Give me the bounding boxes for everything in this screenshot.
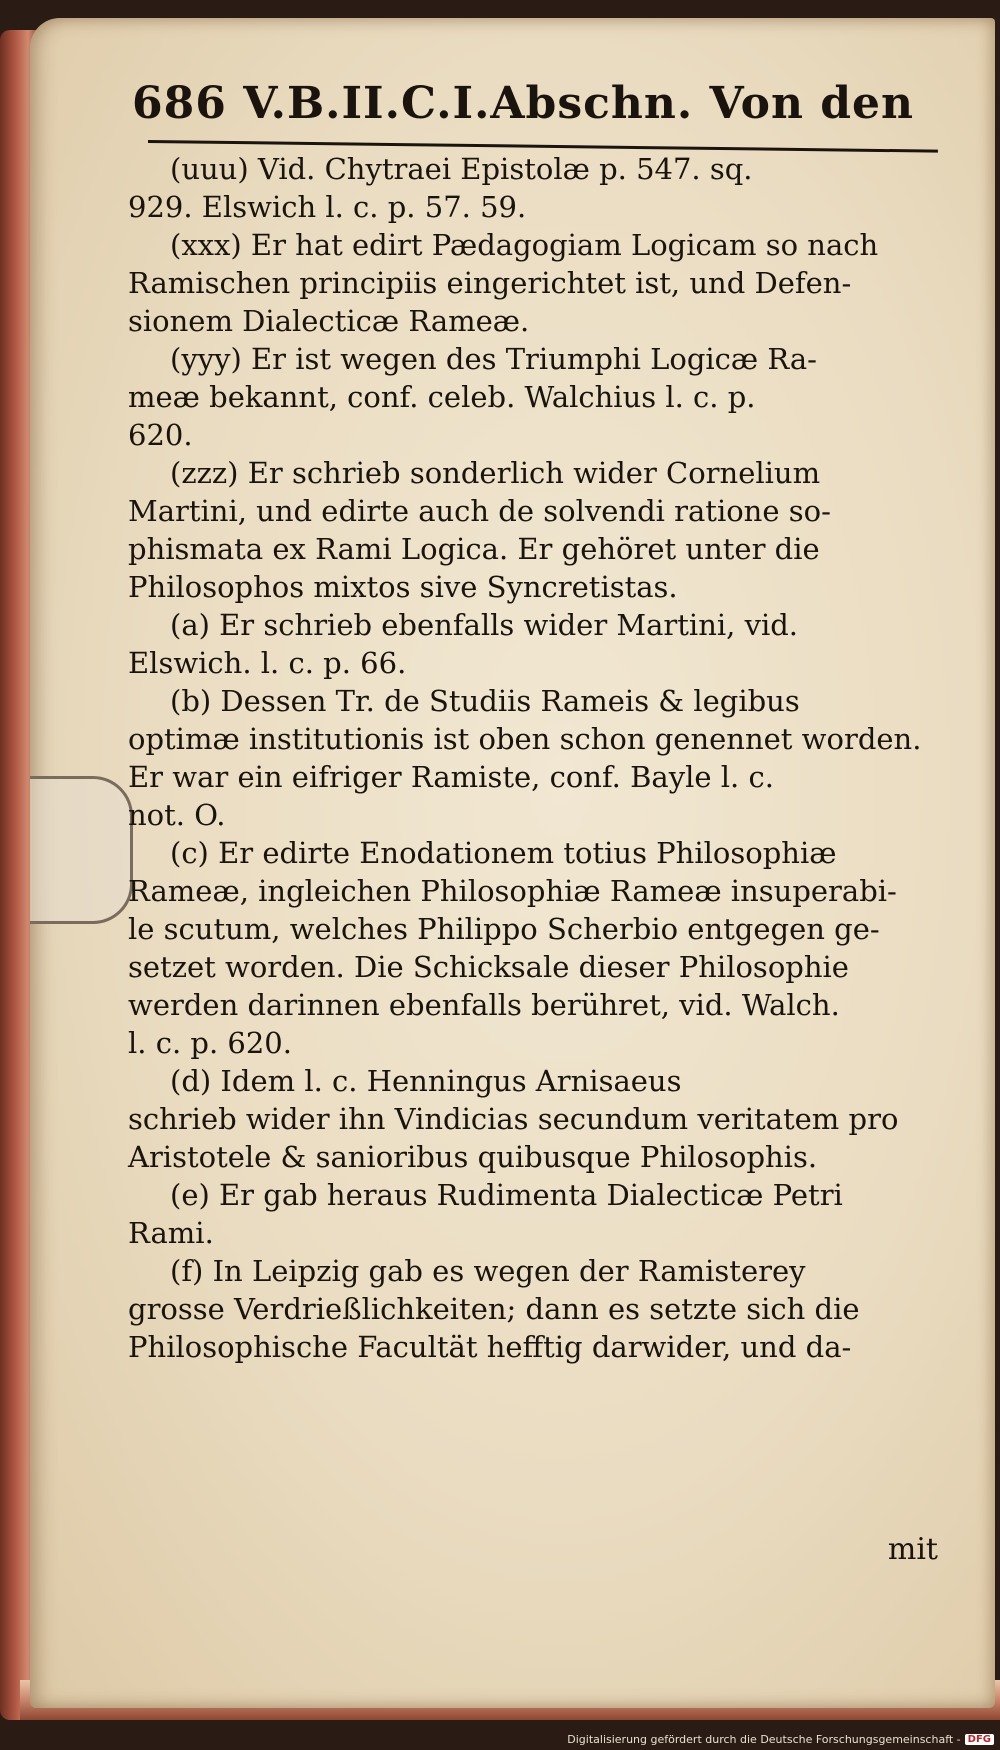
footnote-b (128, 682, 938, 834)
footnote-line: Er edirte Enodationem totius Philosophiæ (218, 836, 837, 870)
footnote-label: (f) (170, 1254, 204, 1288)
footnote-xxx (128, 226, 938, 340)
footnotes-body (128, 150, 938, 1366)
running-title: V.B.II.C.I.Abschn. Von den (243, 78, 914, 129)
footnote-e (128, 1176, 938, 1252)
footnote-f (128, 1252, 938, 1366)
footnote-line: Philosophische Facultät hefftig darwider, und da- (128, 1330, 852, 1364)
footnote-line: grosse Verdrießlichkeiten; dann es setzte sich die (128, 1292, 860, 1326)
footnote-line: le scutum, welches Philippo Scherbio entgegen ge- (128, 912, 880, 946)
footnote-line: In Leipzig gab es wegen der Ramisterey (212, 1254, 806, 1288)
footnote-c (128, 834, 938, 1062)
footnote-line: Ramischen principiis eingerichtet ist, und Defen- (128, 266, 852, 300)
footnote-line: Er schrieb ebenfalls wider Martini, vid. (219, 608, 799, 642)
page-number: 686 (132, 78, 227, 129)
footnote-line: Idem l. c. Henningus Arnisaeus (220, 1064, 682, 1098)
footnote-line: phismata ex Rami Logica. Er gehöret unter die (128, 532, 820, 566)
footnote-label: (d) (170, 1064, 212, 1098)
footnote-line: 929. Elswich l. c. p. 57. 59. (128, 190, 527, 224)
footnote-label: (a) (170, 608, 210, 642)
footnote-line: not. O. (128, 798, 226, 832)
footnote-line: Philosophos mixtos sive Syncretistas. (128, 570, 678, 604)
footnote-line: Dessen Tr. de Studiis Rameis & legibus (220, 684, 800, 718)
footnote-line: optimæ institutionis ist oben schon genennet worden. (128, 722, 922, 756)
footnote-line: 620. (128, 418, 193, 452)
footnote-label: (c) (170, 836, 209, 870)
footnote-label: (xxx) (170, 228, 242, 262)
footnote-a (128, 606, 938, 682)
page-clip (30, 776, 133, 924)
catchword: mit (887, 1532, 938, 1567)
footnote-line: Er schrieb sonderlich wider Cornelium (247, 456, 821, 490)
footnote-line: sionem Dialecticæ Rameæ. (128, 304, 530, 338)
footnote-label: (uuu) (170, 152, 249, 186)
footnote-line: Martini, und edirte auch de solvendi ratione so- (128, 494, 831, 528)
digitization-credit (567, 1733, 994, 1746)
dfg-logo-icon: DFG (965, 1734, 994, 1745)
footnote-line: Aristotele & sanioribus quibusque Philosophis. (128, 1140, 818, 1174)
footnote-line: Er gab heraus Rudimenta Dialecticæ Petri (219, 1178, 843, 1212)
footnote-label: (yyy) (170, 342, 242, 376)
running-header (132, 78, 932, 129)
credit-text: Digitalisierung gefördert durch die Deutsche Forschungsgemeinschaft - (567, 1733, 961, 1746)
footnote-line: meæ bekannt, conf. celeb. Walchius l. c. p. (128, 380, 756, 414)
footnote-d (128, 1062, 938, 1176)
footnote-line: Elswich. l. c. p. 66. (128, 646, 407, 680)
footnote-uuu (128, 150, 938, 226)
footnote-line: l. c. p. 620. (128, 1026, 292, 1060)
footnote-label: (b) (170, 684, 212, 718)
footnote-yyy (128, 340, 938, 454)
footnote-zzz (128, 454, 938, 606)
footnote-line: Er hat edirt Pædagogiam Logicam so nach (250, 228, 879, 262)
footnote-line: Er ist wegen des Triumphi Logicæ Ra- (251, 342, 817, 376)
footnote-line: Er war ein eifriger Ramiste, conf. Bayle l. c. (128, 760, 774, 794)
footnote-line: setzet worden. Die Schicksale dieser Philosophie (128, 950, 849, 984)
footnote-line: werden darinnen ebenfalls berühret, vid. Walch. (128, 988, 840, 1022)
footnote-label: (zzz) (170, 456, 239, 490)
footnote-line: Rameæ, ingleichen Philosophiæ Rameæ insuperabi- (128, 874, 897, 908)
footnote-line: Rami. (128, 1216, 214, 1250)
footnote-line: Vid. Chytraei Epistolæ p. 547. sq. (257, 152, 753, 186)
footnote-label: (e) (170, 1178, 210, 1212)
footnote-line: schrieb wider ihn Vindicias secundum veritatem pro (128, 1102, 899, 1136)
